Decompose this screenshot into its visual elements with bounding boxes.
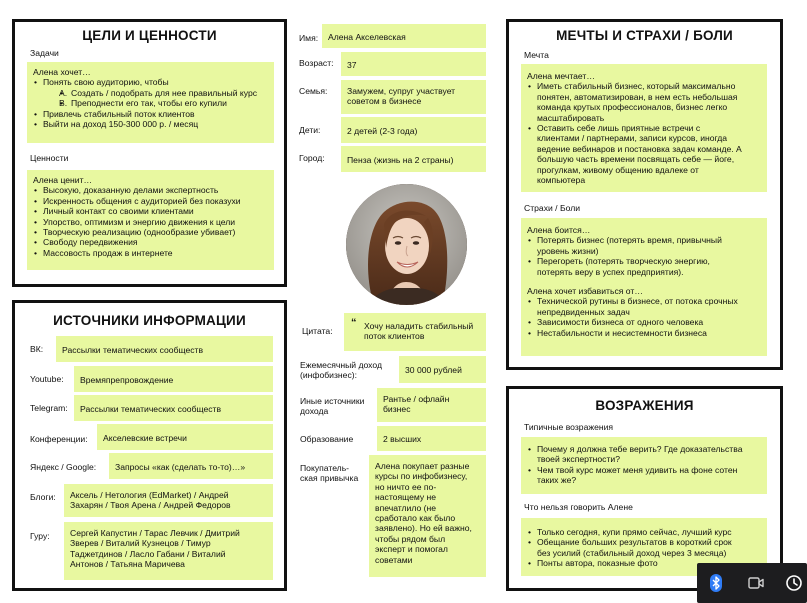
name-value: Алена Акселевская: [322, 24, 486, 48]
source-value-blogs: Аксель / Нетология (EdMarket) / Андрей Захарян / Твоя Арена / Андрей Федоров: [64, 484, 273, 517]
avatar-portrait-icon: [346, 184, 467, 305]
list-item: • Только сегодня, купи прямо сейчас, лучший курс: [527, 527, 761, 537]
list-item: • A. Создать / подобрать для нее правильный курс: [59, 88, 268, 98]
kids-label: Дети:: [299, 125, 321, 135]
list-item: • Почему я должна тебе верить? Где доказательства твоей экспертности?: [527, 444, 761, 465]
family-value: Замужем, супруг участвует советом в бизнесе: [341, 80, 486, 114]
source-label-conferences: Конференции:: [30, 434, 88, 444]
list-item: • Выйти на доход 150-300 000 р. / месяц: [33, 119, 268, 129]
list-item: • Высокую, доказанную делами экспертность: [33, 185, 268, 195]
goals-title: ЦЕЛИ И ЦЕННОСТИ: [82, 28, 217, 43]
kids-value: 2 детей (2-3 года): [341, 117, 486, 143]
name-label: Имя:: [299, 33, 319, 43]
fears-note: [521, 218, 767, 356]
list-item: • Иметь стабильный бизнес, который максимально понятен, автоматизирован, в нем есть небольшая команда крутых профессионалов, бизнес легко масштабировать: [527, 81, 761, 123]
values-label: Ценности: [30, 153, 69, 163]
source-label-telegram: Telegram:: [30, 403, 68, 413]
bluetooth-icon[interactable]: [707, 574, 725, 592]
source-value-search: Запросы «как (сделать то-то)…»: [109, 453, 273, 479]
rid-intro: Алена хочет избавиться от…: [527, 286, 643, 297]
fears-intro: Алена боится…: [527, 225, 591, 235]
source-value-conferences: Акселевские встречи: [97, 424, 273, 450]
other-income-value: Рантье / офлайн бизнес: [377, 388, 486, 422]
city-value: Пенза (жизнь на 2 страны): [341, 146, 486, 172]
list-item: • Искренность общения с аудиторией без показухи: [33, 196, 268, 206]
typical-note: [521, 437, 767, 494]
tasks-note: [27, 62, 274, 143]
other-income-label: Иные источники дохода: [300, 396, 365, 417]
city-label: Город:: [299, 153, 325, 163]
source-label-vk: ВК:: [30, 344, 44, 354]
list-item: • B. Преподнести его так, чтобы его купили: [59, 98, 268, 108]
video-camera-icon[interactable]: [747, 574, 765, 592]
list-item: • Потерять бизнес (потерять время, привычный уровень жизни): [527, 235, 761, 256]
source-value-vk: Рассылки тематических сообществ: [56, 336, 273, 362]
dream-label: Мечта: [524, 50, 549, 60]
avatar: [346, 184, 467, 305]
typical-label: Типичные возражения: [524, 422, 614, 432]
list-item: • Творческую реализацию (однообразие убивает): [33, 227, 268, 237]
list-item: • Упорство, оптимизм и энергию движения к цели: [33, 217, 268, 227]
income-label: Ежемесячный доход (инфобизнес):: [300, 360, 382, 381]
dream-note: [521, 64, 767, 192]
list-item: • Нестабильности и несистемности бизнеса: [527, 328, 761, 338]
list-item: • Обещание больших результатов в короткий срок без усилий (стабильный доход через 3 месяца): [527, 537, 761, 558]
list-item: • Привлечь стабильный поток клиентов: [33, 109, 268, 119]
list-item: • Перегореть (потерять творческую энергию, потерять веру в успех предприятия).: [527, 256, 761, 277]
education-label: Образование: [300, 434, 354, 444]
list-item: • Понять свою аудиторию, чтобы • A. Создать / подобрать для нее правильный курс • B. Преподнести его так, чтобы его купили: [33, 77, 268, 108]
values-note: [27, 170, 274, 270]
source-value-gurus: Сергей Капустин / Тарас Левчик / Дмитрий Зверев / Виталий Кузнецов / Тимур Таджетдинов / Ласло Габани / Виталий Антонов / Татьяна Маричева: [64, 522, 273, 580]
source-label-blogs: Блоги:: [30, 492, 56, 502]
sources-title: ИСТОЧНИКИ ИНФОРМАЦИИ: [53, 313, 246, 328]
source-value-youtube: Времяпрепровождение: [74, 366, 273, 392]
habit-value: Алена покупает разные курсы по инфобизнесу, но ничто ее по- настоящему не впечатлило (не сработало как было заявлено). Но ей важно, чтобы рядом был эксперт и помогал советами: [369, 455, 486, 577]
fears-label: Страхи / Боли: [524, 203, 581, 213]
education-value: 2 высших: [377, 426, 486, 451]
values-intro: Алена ценит…: [33, 175, 93, 185]
list-item: • Личный контакт со своими клиентами: [33, 206, 268, 216]
source-label-gurus: Гуру:: [30, 531, 50, 541]
source-label-youtube: Youtube:: [30, 374, 64, 384]
list-item: • Зависимости бизнеса от одного человека: [527, 317, 761, 327]
dreams-title: МЕЧТЫ И СТРАХИ / БОЛИ: [556, 28, 733, 43]
clock-icon[interactable]: [785, 574, 803, 592]
age-label: Возраст:: [299, 58, 334, 68]
system-tray: [697, 563, 807, 603]
tasks-label: Задачи: [30, 48, 59, 58]
objections-title: ВОЗРАЖЕНИЯ: [595, 398, 694, 413]
dream-intro: Алена мечтает…: [527, 71, 595, 81]
list-item: • Оставить себе лишь приятные встречи с клиентами / партнерами, записи курсов, иногда ведение вебинаров и постановка задач команде. А большую часть времени посвящать себе — йоге, прогулкам, живому общению вдалеке от компьютера: [527, 123, 761, 185]
list-item: • Понты автора, показные фото: [527, 558, 761, 568]
list-item: • Массовость продаж в интернете: [33, 248, 268, 258]
quote-value: “ Хочу наладить стабильный поток клиентов: [344, 313, 486, 351]
habit-label: Покупатель- ская привычка: [300, 463, 359, 484]
list-item: • Технической рутины в бизнесе, от потока срочных непредвиденных задач: [527, 296, 761, 317]
list-item: • Чем твой курс может меня удивить на фоне сотен таких же?: [527, 465, 761, 486]
income-value: 30 000 рублей: [399, 356, 486, 383]
dont-label: Что нельзя говорить Алене: [524, 502, 633, 512]
tasks-intro: Алена хочет…: [33, 67, 91, 77]
quote-mark-icon: “: [351, 317, 357, 329]
age-value: 37: [341, 52, 486, 76]
list-item: • Свободу передвижения: [33, 237, 268, 247]
source-value-telegram: Рассылки тематических сообществ: [74, 395, 273, 421]
source-label-search: Яндекс / Google:: [30, 462, 97, 472]
quote-label: Цитата:: [302, 326, 333, 336]
family-label: Семья:: [299, 86, 328, 96]
